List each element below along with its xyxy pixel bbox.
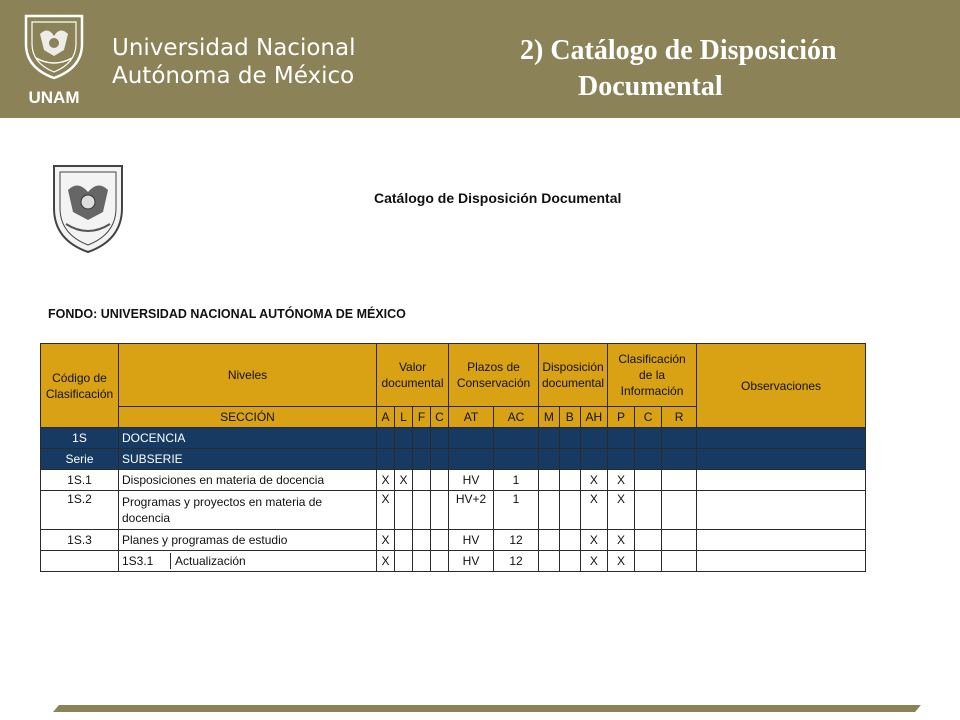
seccion-code: 1S	[41, 428, 119, 449]
cell-p: X	[608, 491, 635, 530]
cell-observaciones	[697, 491, 866, 530]
cell-c-info	[635, 530, 662, 551]
cell-ac: 12	[494, 551, 539, 572]
cell-at: HV	[449, 551, 494, 572]
header-observaciones: Observaciones	[697, 344, 866, 428]
cell-ac: 1	[494, 491, 539, 530]
subserie-cell	[119, 551, 377, 572]
cell-m	[539, 491, 560, 530]
header-plazos: Plazos de Conservación	[449, 344, 539, 407]
cell-at: HV+2	[449, 491, 494, 530]
cell-m	[539, 470, 560, 491]
cell-observaciones	[697, 530, 866, 551]
cell-p: X	[608, 551, 635, 572]
subheader-b: B	[559, 407, 580, 428]
cell-l	[395, 530, 413, 551]
table-row	[41, 530, 866, 551]
header-disposicion: Disposición documental	[539, 344, 608, 407]
slide-title	[520, 33, 940, 105]
cell-c-info	[635, 491, 662, 530]
catalog-table	[40, 343, 866, 572]
cell-a: X	[377, 551, 395, 572]
subheader-c-info: C	[635, 407, 662, 428]
table-row	[41, 491, 866, 530]
slide-title-line1: 2) Catálogo de Disposición	[520, 35, 837, 66]
row-code-empty	[41, 551, 119, 572]
university-name	[112, 34, 355, 90]
header-clasificacion: Clasificación de la Información	[608, 344, 697, 407]
cell-a: X	[377, 470, 395, 491]
unam-logo-label: UNAM	[28, 88, 80, 107]
cell-ah: X	[580, 530, 607, 551]
row-code: 1S.2	[41, 491, 119, 530]
cell-ah: X	[580, 551, 607, 572]
cell-l	[395, 491, 413, 530]
document-title: Catálogo de Disposición Documental	[374, 190, 622, 206]
subheader-ac: AC	[494, 407, 539, 428]
subheader-a: A	[377, 407, 395, 428]
cell-l: X	[395, 470, 413, 491]
header-valor: Valor documental	[377, 344, 449, 407]
subserie-name: Actualización	[175, 554, 246, 568]
cell-ac: 12	[494, 530, 539, 551]
cell-f	[413, 470, 431, 491]
subheader-p: P	[608, 407, 635, 428]
row-code: 1S.1	[41, 470, 119, 491]
footer-decorative-bar	[53, 705, 921, 712]
table-header-row	[41, 344, 866, 407]
unam-shield-logo-icon	[18, 10, 90, 82]
university-name-line1: Universidad Nacional	[112, 35, 356, 61]
subserie-code: 1S3.1	[122, 553, 171, 569]
cell-c	[431, 530, 449, 551]
serie-row	[41, 449, 866, 470]
subheader-ah: AH	[580, 407, 607, 428]
header-seccion: SECCIÓN	[119, 407, 377, 428]
row-code: 1S.3	[41, 530, 119, 551]
subheader-c: C	[431, 407, 449, 428]
fondo-label: FONDO: UNIVERSIDAD NACIONAL AUTÓNOMA DE MÉXICO	[48, 307, 406, 321]
cell-m	[539, 530, 560, 551]
cell-b	[559, 530, 580, 551]
cell-a: X	[377, 530, 395, 551]
cell-at: HV	[449, 530, 494, 551]
cell-ac: 1	[494, 470, 539, 491]
top-banner	[0, 0, 960, 118]
cell-f	[413, 530, 431, 551]
cell-f	[413, 491, 431, 530]
serie-name: SUBSERIE	[119, 449, 377, 470]
header-niveles: Niveles	[119, 344, 377, 407]
row-name: Planes y programas de estudio	[119, 530, 377, 551]
cell-r	[662, 530, 697, 551]
cell-c-info	[635, 470, 662, 491]
cell-r	[662, 491, 697, 530]
cell-a: X	[377, 491, 395, 530]
cell-b	[559, 491, 580, 530]
cell-p: X	[608, 470, 635, 491]
serie-code: Serie	[41, 449, 119, 470]
row-name: Disposiciones en materia de docencia	[119, 470, 377, 491]
university-name-line2: Autónoma de México	[112, 63, 355, 89]
subheader-r: R	[662, 407, 697, 428]
subheader-l: L	[395, 407, 413, 428]
cell-c	[431, 491, 449, 530]
cell-b	[559, 470, 580, 491]
cell-c	[431, 470, 449, 491]
header-codigo: Código de Clasificación	[41, 344, 119, 428]
subheader-f: F	[413, 407, 431, 428]
row-name: Programas y proyectos en materia de docencia	[119, 491, 377, 530]
subheader-m: M	[539, 407, 560, 428]
seccion-name: DOCENCIA	[119, 428, 377, 449]
cell-observaciones	[697, 470, 866, 491]
cell-p: X	[608, 530, 635, 551]
cell-ah: X	[580, 491, 607, 530]
seccion-row	[41, 428, 866, 449]
cell-r	[662, 470, 697, 491]
subheader-at: AT	[449, 407, 494, 428]
table-row	[41, 470, 866, 491]
slide-title-line2: Documental	[578, 71, 723, 102]
cell-at: HV	[449, 470, 494, 491]
table-row	[41, 551, 866, 572]
unam-seal-icon	[50, 162, 126, 254]
cell-ah: X	[580, 470, 607, 491]
